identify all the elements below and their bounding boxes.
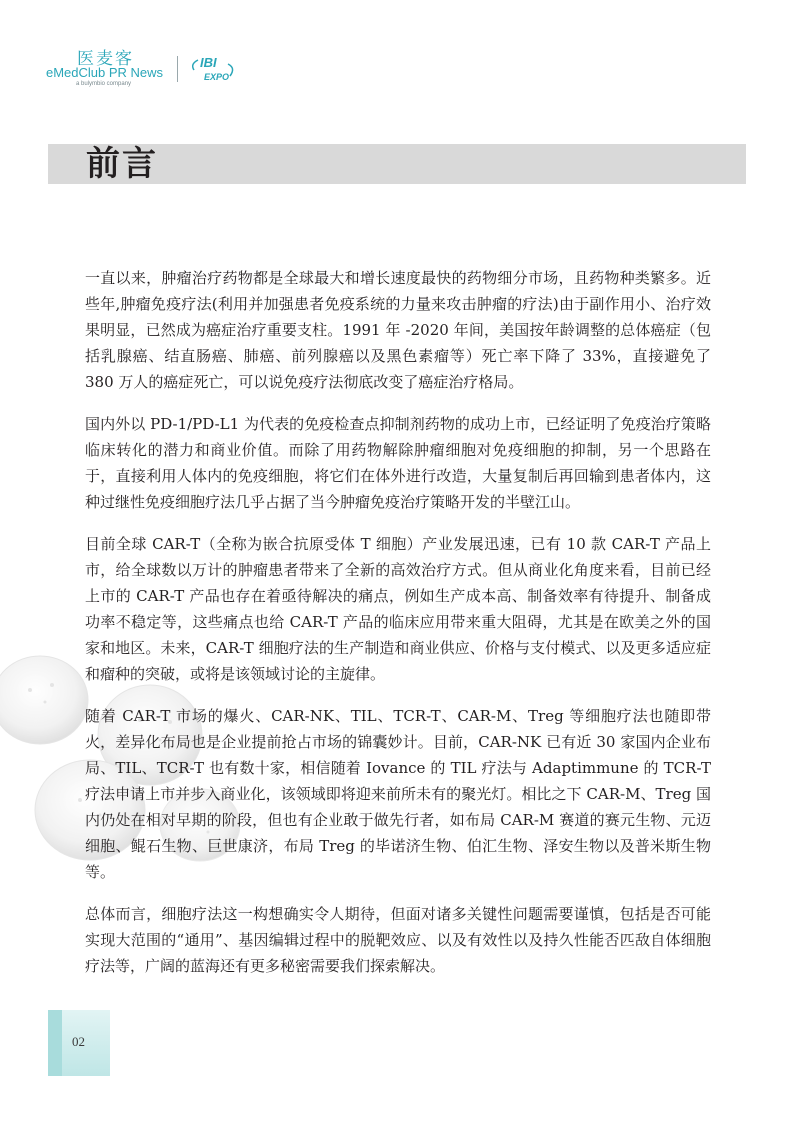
emedclub-logo-subtitle: a bulymbio company <box>76 81 132 87</box>
page-title: 前言 <box>86 144 158 184</box>
paragraph-4: 随着 CAR-T 市场的爆火、CAR-NK、TIL、TCR-T、CAR-M、Treg 等细胞疗法也随即带火，差异化布局也是企业提前抢占市场的锦囊妙计。目前，CAR-NK 已有近 30 家国内企业布局、TIL、TCR-T 也有数十家，相信随着 Iovance 的 TIL 疗法与 Adaptimmune 的 TCR-T 疗法申请上市并步入商业化，该领域即将迎来前所未有的聚光灯。相比之下 CAR-M、Treg 国内仍处在相对早期的阶段，但也有企业敢于做先行者，如布局 CAR-M 赛道的赛元生物、元迈细胞、鲲石生物、巨世康济，布局 Treg 的毕诺济生物、伯汇生物、泽安生物以及普米斯生物等。 <box>85 707 711 881</box>
page-number: 02 <box>72 1034 85 1049</box>
paragraph-3: 目前全球 CAR-T（全称为嵌合抗原受体 T 细胞）产业发展迅速，已有 10 款 CAR-T 产品上市，给全球数以万计的肿瘤患者带来了全新的高效治疗方式。但从商业化角度来看，目前已经上市的 CAR-T 产品也存在着亟待解决的痛点，例如生产成本高、制备效率有待提升、制备成功率不稳定等，这些痛点也给 CAR-T 产品的临床应用带来重大阻碍，尤其是在欧美之外的国家和地区。未来，CAR-T 细胞疗法的生产制造和商业供应、价格与支付模式、以及更多适应症和瘤种的突破，或将是该领域讨论的主旋律。 <box>85 535 711 683</box>
page-tab-accent <box>48 1010 62 1076</box>
paragraph-2: 国内外以 PD-1/PD-L1 为代表的免疫检查点抑制剂药物的成功上市，已经证明了免疫治疗策略临床转化的潜力和商业价值。而除了用药物解除肿瘤细胞对免疫细胞的抑制，另一个思路在于，直接利用人体内的免疫细胞，将它们在体外进行改造，大量复制后再回输到患者体内，这种过继性免疫细胞疗法几乎占据了当今肿瘤免疫治疗策略开发的半壁江山。 <box>85 415 711 511</box>
svg-text:EXPO: EXPO <box>204 72 230 82</box>
paragraph-1: 一直以来，肿瘤治疗药物都是全球最大和增长速度最快的药物细分市场，且药物种类繁多。近些年,肿瘤免疫疗法(利用并加强患者免疫系统的力量来攻击肿瘤的疗法)由于副作用小、治疗效果明显，已然成为癌症治疗重要支柱。1991 年 -2020 年间，美国按年龄调整的总体癌症（包括乳腺癌、结直肠癌、肺癌、前列腺癌以及黑色素瘤等）死亡率下降了 33%，直接避免了 380 万人的癌症死亡，可以说免疫疗法彻底改变了癌症治疗格局。 <box>85 269 711 391</box>
page-number-tab <box>48 1010 110 1076</box>
emedclub-logo-en: eMedClub PR News <box>46 65 164 80</box>
emedclub-logo-cn: 医麦客 <box>77 49 134 69</box>
ibi-expo-logo-icon <box>186 50 246 86</box>
header-logo-area <box>40 42 270 90</box>
section-title-band <box>48 144 746 184</box>
paragraph-5: 总体而言，细胞疗法这一构想确实令人期待，但面对诸多关键性问题需要谨慎，包括是否可能实现大范围的“通用”、基因编辑过程中的脱靶效应、以及有效性以及持久性能否匹敌自体细胞疗法等，广阔的蓝海还有更多秘密需要我们探索解决。 <box>85 905 711 975</box>
svg-text:IBI: IBI <box>200 55 217 70</box>
foreword-body <box>85 265 711 995</box>
logo-divider <box>177 56 178 82</box>
